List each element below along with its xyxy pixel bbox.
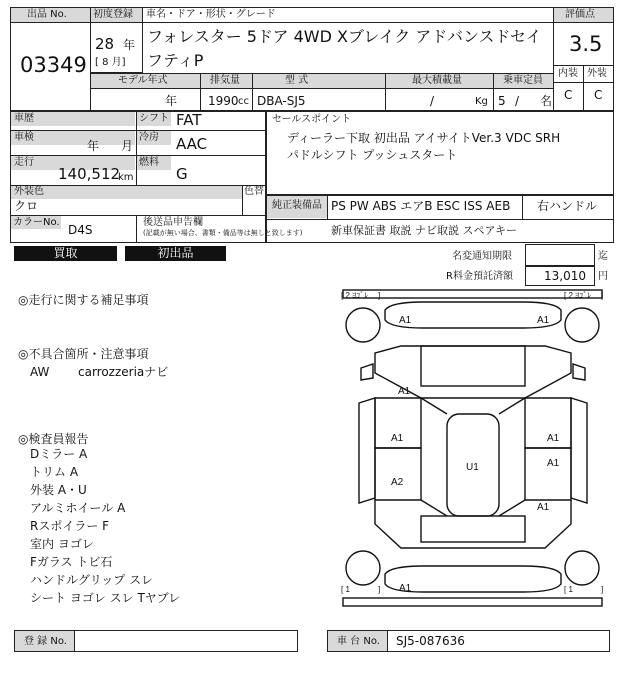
sales-points-label: セールスポイント — [272, 114, 352, 125]
damage-mark: A2 — [391, 477, 404, 488]
damage-mark: A1 — [391, 433, 404, 444]
front-windshield-area — [421, 346, 525, 386]
driving-notes-header: ◎走行に関する補足事項 — [18, 293, 149, 307]
car-name-line1: フォレスター 5ドア 4WD Xブレイク アドバンスドセイ — [147, 27, 542, 46]
interior-label: 内装 — [558, 68, 578, 79]
inspector-line: Dミラー A — [30, 447, 88, 461]
steering-value: 右ハンドル — [537, 199, 598, 213]
fuel-value: G — [176, 165, 188, 183]
reg-no-label: 登 録 No. — [24, 636, 67, 647]
capacity-label: 乗車定員 — [503, 75, 543, 86]
name-change-label: 名変通知期限 — [452, 251, 512, 262]
wheel-front-left — [346, 308, 380, 342]
mileage-unit: km — [118, 172, 134, 183]
inspection-month: 月 — [121, 139, 134, 153]
load-slash: / — [430, 94, 435, 108]
docs-note: (記載が無い場合、書類・備品等は無しと致します) — [143, 229, 303, 237]
spec-div-2 — [252, 73, 253, 111]
inspector-line: トリム A — [30, 465, 79, 479]
score-value: 3.5 — [569, 32, 603, 56]
capacity-unit: 名 — [540, 94, 553, 108]
score-mid-divider — [583, 65, 584, 111]
inspector-line: シート ヨゴレ スレ Tヤブレ — [30, 591, 181, 605]
corner-close-bl: ] — [378, 585, 381, 594]
corner-label-tr: [ 2 ﾖｺﾞﾚ — [564, 291, 592, 300]
grade-row-divider — [553, 82, 614, 83]
inspector-line: ハンドルグリップ スレ — [30, 573, 154, 587]
damage-mark: A1 — [547, 458, 560, 469]
displacement-label: 排気量 — [210, 75, 240, 86]
sales-points-line2: パドルシフト プッシュスタート — [287, 148, 458, 162]
model-year-label: モデル年式 — [118, 75, 168, 86]
repaint-divider — [242, 185, 243, 215]
model-year-unit: 年 — [165, 94, 178, 108]
aircon-value: AAC — [176, 135, 208, 153]
damage-mark: A1 — [399, 315, 412, 326]
max-load-label: 最大積載量 — [412, 75, 462, 86]
repaint-label: 色替 — [244, 186, 264, 197]
corner-close-tr: ] — [601, 291, 604, 300]
defects-header: ◎不具合箇所・注意事項 — [18, 347, 149, 361]
buy-tag: 買取 — [14, 246, 117, 261]
exterior-grade: C — [594, 88, 603, 102]
defect-navi: carrozzeriaナビ — [78, 365, 169, 379]
mileage-value: 140,512 — [58, 165, 121, 183]
wheel-front-right — [565, 308, 599, 342]
equipment-vdiv — [327, 195, 328, 219]
mileage-label: 走行 — [14, 157, 34, 168]
spec-div-4 — [493, 73, 494, 111]
ext-color-value: クロ — [14, 199, 39, 213]
shift-value: FAT — [176, 111, 202, 129]
damage-mark: A1 — [399, 583, 412, 594]
car-name-line2: フティP — [147, 51, 204, 70]
front-bumper-shape — [385, 302, 561, 328]
score-label: 評価点 — [565, 9, 595, 20]
inspector-header: ◎検査員報告 — [18, 432, 89, 446]
inspector-line: Fガラス トビ石 — [30, 555, 113, 569]
equipment-extras: 新車保証書 取説 ナビ取説 スペアキー — [331, 224, 518, 237]
shift-label: シフト — [139, 113, 169, 124]
docs-label: 後送品申告欄 — [143, 217, 203, 228]
inspector-line: 室内 ヨゴレ — [30, 537, 94, 551]
defect-aw: AW — [30, 365, 50, 379]
equipment-row — [266, 219, 614, 220]
sales-points-line1: ディーラー下取 初出品 アイサイトVer.3 VDC SRH — [287, 131, 561, 145]
damage-mark: A1 — [398, 386, 411, 397]
roof-outline — [421, 398, 525, 516]
right-rear-door — [525, 448, 571, 500]
fuel-label: 燃料 — [139, 157, 159, 168]
ext-color-label-bg — [11, 186, 242, 199]
first-reg-label: 初度登録 — [93, 9, 133, 20]
corner-close-tl: ] — [378, 291, 381, 300]
equipment-label: 純正装備品 — [272, 200, 322, 211]
inspection-label: 車検 — [14, 132, 34, 143]
inspector-line: 外装 A・U — [30, 483, 87, 497]
type-code: DBA-SJ5 — [257, 94, 306, 108]
corner-label-br: [ 1 — [564, 585, 573, 594]
capacity-slash: / — [515, 94, 520, 108]
spec-div-3 — [385, 73, 386, 111]
steering-vdiv — [522, 195, 523, 219]
history-label: 車歴 — [14, 113, 34, 124]
right-mirror — [573, 364, 585, 380]
spec-div-1 — [200, 73, 201, 111]
equipment-items: PS PW ABS エアB ESC ISS AEB — [331, 199, 511, 213]
damage-mark: A1 — [537, 315, 550, 326]
car-name-label: 車名・ドア・形状・グレード — [146, 9, 276, 20]
first-reg-year: 28 — [95, 35, 115, 53]
first-reg-month: [ 8 月] — [95, 57, 126, 68]
rear-bumper-outline — [343, 598, 602, 606]
inspection-year: 年 — [87, 139, 100, 153]
docs-divider — [136, 215, 137, 243]
load-unit: Kg — [475, 96, 488, 107]
damage-mark: A1 — [547, 433, 560, 444]
recycle-value: 13,010 — [544, 269, 586, 283]
recycle-unit: 円 — [598, 271, 608, 282]
displacement-value: 1990 — [208, 94, 239, 108]
corner-close-br: ] — [601, 585, 604, 594]
inspector-line: アルミホイール A — [30, 501, 126, 515]
car-damage-diagram — [335, 288, 610, 610]
corner-label-tl: [ 2 ﾖｺﾞﾚ — [341, 291, 369, 300]
ext-color-label: 外装色 — [14, 186, 44, 197]
wheel-rear-right — [565, 551, 599, 585]
chassis-no-label: 車 台 No. — [337, 636, 380, 647]
left-rear-door — [375, 448, 421, 500]
name-change-unit: 迄 — [598, 251, 608, 262]
wheel-rear-left — [346, 551, 380, 585]
rear-window-area — [421, 516, 525, 542]
lot-label: 出品 No. — [27, 9, 67, 20]
rear-bumper-shape — [385, 566, 561, 592]
lot-number: 03349 — [20, 53, 87, 77]
inspector-line: Rスポイラー F — [30, 519, 110, 533]
left-mirror — [361, 364, 373, 380]
damage-mark: U1 — [466, 462, 479, 473]
name-change-box — [525, 244, 595, 266]
displacement-unit: cc — [238, 96, 249, 107]
damage-mark: A1 — [537, 502, 550, 513]
left-body-side — [359, 398, 375, 503]
aircon-label: 冷房 — [139, 132, 159, 143]
corner-label-bl: [ 1 — [341, 585, 350, 594]
type-label: 型 式 — [285, 75, 309, 86]
interior-grade: C — [564, 88, 573, 102]
first-reg-year-unit: 年 — [123, 38, 136, 52]
color-no-label: カラーNo. — [13, 217, 60, 228]
capacity-value: 5 — [498, 94, 506, 108]
exterior-label: 外装 — [587, 68, 607, 79]
right-body-side — [571, 398, 587, 503]
color-no-value: D4S — [68, 223, 93, 237]
recycle-label: R料金預託済額 — [446, 271, 513, 282]
chassis-no-value: SJ5-087636 — [396, 634, 465, 648]
first-listing-tag: 初出品 — [125, 246, 226, 261]
